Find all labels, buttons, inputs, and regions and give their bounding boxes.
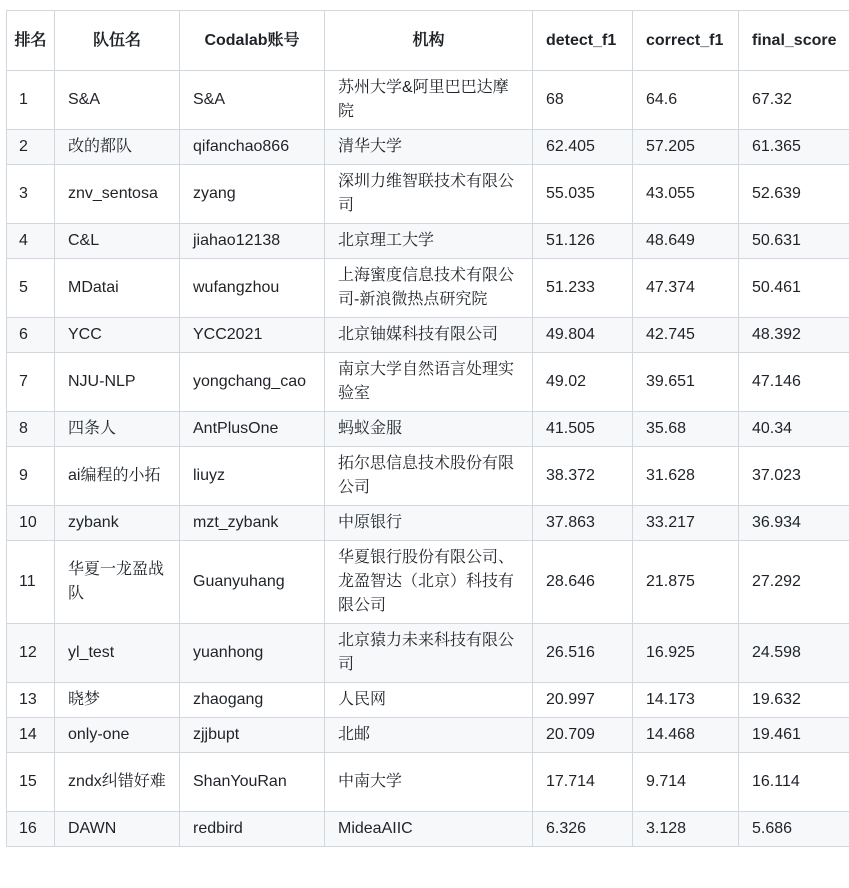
cell-team: only-one — [55, 718, 180, 753]
cell-team: ai编程的小拓 — [55, 447, 180, 506]
cell-final-score: 48.392 — [739, 318, 849, 353]
table-header — [7, 11, 849, 71]
cell-detect-f1: 41.505 — [533, 412, 633, 447]
cell-team: DAWN — [55, 812, 180, 847]
cell-account: yuanhong — [180, 624, 325, 683]
cell-correct-f1: 35.68 — [633, 412, 739, 447]
cell-detect-f1: 55.035 — [533, 165, 633, 224]
cell-org: 上海蜜度信息技术有限公司-新浪微热点研究院 — [325, 259, 533, 318]
cell-account: qifanchao866 — [180, 130, 325, 165]
cell-org: 清华大学 — [325, 130, 533, 165]
cell-account: liuyz — [180, 447, 325, 506]
cell-org: 北京铀媒科技有限公司 — [325, 318, 533, 353]
cell-correct-f1: 48.649 — [633, 224, 739, 259]
cell-detect-f1: 51.126 — [533, 224, 633, 259]
table-row — [7, 259, 849, 318]
cell-org: 北京理工大学 — [325, 224, 533, 259]
cell-rank: 3 — [7, 165, 55, 224]
cell-rank: 7 — [7, 353, 55, 412]
cell-team: NJU-NLP — [55, 353, 180, 412]
cell-team: zndx纠错好难 — [55, 753, 180, 812]
cell-detect-f1: 51.233 — [533, 259, 633, 318]
cell-account: zyang — [180, 165, 325, 224]
cell-org: 中南大学 — [325, 753, 533, 812]
cell-rank: 11 — [7, 541, 55, 624]
cell-team: YCC — [55, 318, 180, 353]
cell-correct-f1: 47.374 — [633, 259, 739, 318]
cell-rank: 12 — [7, 624, 55, 683]
cell-detect-f1: 49.02 — [533, 353, 633, 412]
table-row — [7, 506, 849, 541]
table-row — [7, 71, 849, 130]
cell-final-score: 50.631 — [739, 224, 849, 259]
cell-detect-f1: 17.714 — [533, 753, 633, 812]
cell-correct-f1: 14.173 — [633, 683, 739, 718]
cell-rank: 16 — [7, 812, 55, 847]
header-row — [7, 11, 849, 71]
header-final-score: final_score — [739, 11, 849, 71]
leaderboard-container — [6, 10, 849, 847]
cell-correct-f1: 43.055 — [633, 165, 739, 224]
cell-team: MDatai — [55, 259, 180, 318]
cell-org: 华夏银行股份有限公司、龙盈智达（北京）科技有限公司 — [325, 541, 533, 624]
cell-rank: 4 — [7, 224, 55, 259]
leaderboard-table — [6, 10, 849, 847]
cell-org: 北邮 — [325, 718, 533, 753]
cell-account: Guanyuhang — [180, 541, 325, 624]
cell-correct-f1: 3.128 — [633, 812, 739, 847]
cell-account: AntPlusOne — [180, 412, 325, 447]
cell-detect-f1: 6.326 — [533, 812, 633, 847]
cell-org: MideaAIIC — [325, 812, 533, 847]
table-row — [7, 447, 849, 506]
cell-rank: 5 — [7, 259, 55, 318]
cell-correct-f1: 33.217 — [633, 506, 739, 541]
cell-rank: 10 — [7, 506, 55, 541]
cell-account: ShanYouRan — [180, 753, 325, 812]
table-row — [7, 353, 849, 412]
cell-rank: 13 — [7, 683, 55, 718]
cell-org: 北京猿力未来科技有限公司 — [325, 624, 533, 683]
table-row — [7, 624, 849, 683]
cell-detect-f1: 26.516 — [533, 624, 633, 683]
cell-final-score: 61.365 — [739, 130, 849, 165]
header-detect-f1: detect_f1 — [533, 11, 633, 71]
cell-org: 人民网 — [325, 683, 533, 718]
table-row — [7, 683, 849, 718]
cell-org: 拓尔思信息技术股份有限公司 — [325, 447, 533, 506]
cell-rank: 2 — [7, 130, 55, 165]
table-row — [7, 541, 849, 624]
cell-rank: 14 — [7, 718, 55, 753]
cell-detect-f1: 68 — [533, 71, 633, 130]
cell-rank: 15 — [7, 753, 55, 812]
table-row — [7, 753, 849, 812]
header-org: 机构 — [325, 11, 533, 71]
cell-team: 四条人 — [55, 412, 180, 447]
cell-detect-f1: 20.997 — [533, 683, 633, 718]
cell-final-score: 24.598 — [739, 624, 849, 683]
cell-account: S&A — [180, 71, 325, 130]
cell-correct-f1: 16.925 — [633, 624, 739, 683]
cell-final-score: 16.114 — [739, 753, 849, 812]
cell-account: zjjbupt — [180, 718, 325, 753]
cell-rank: 9 — [7, 447, 55, 506]
cell-account: zhaogang — [180, 683, 325, 718]
cell-final-score: 40.34 — [739, 412, 849, 447]
table-row — [7, 224, 849, 259]
header-correct-f1: correct_f1 — [633, 11, 739, 71]
cell-final-score: 50.461 — [739, 259, 849, 318]
cell-correct-f1: 42.745 — [633, 318, 739, 353]
table-row — [7, 412, 849, 447]
cell-correct-f1: 57.205 — [633, 130, 739, 165]
cell-team: 晓梦 — [55, 683, 180, 718]
cell-final-score: 19.632 — [739, 683, 849, 718]
cell-team: C&L — [55, 224, 180, 259]
table-row — [7, 718, 849, 753]
cell-team: 华夏一龙盈战队 — [55, 541, 180, 624]
cell-detect-f1: 38.372 — [533, 447, 633, 506]
header-rank: 排名 — [7, 11, 55, 71]
cell-correct-f1: 64.6 — [633, 71, 739, 130]
cell-final-score: 5.686 — [739, 812, 849, 847]
cell-final-score: 52.639 — [739, 165, 849, 224]
cell-account: mzt_zybank — [180, 506, 325, 541]
table-row — [7, 165, 849, 224]
cell-final-score: 47.146 — [739, 353, 849, 412]
cell-correct-f1: 9.714 — [633, 753, 739, 812]
cell-final-score: 37.023 — [739, 447, 849, 506]
table-row — [7, 318, 849, 353]
table-row — [7, 812, 849, 847]
cell-correct-f1: 21.875 — [633, 541, 739, 624]
cell-org: 中原银行 — [325, 506, 533, 541]
cell-final-score: 27.292 — [739, 541, 849, 624]
cell-account: YCC2021 — [180, 318, 325, 353]
cell-org: 南京大学自然语言处理实验室 — [325, 353, 533, 412]
cell-team: znv_sentosa — [55, 165, 180, 224]
cell-rank: 6 — [7, 318, 55, 353]
cell-account: yongchang_cao — [180, 353, 325, 412]
cell-team: yl_test — [55, 624, 180, 683]
cell-account: redbird — [180, 812, 325, 847]
cell-final-score: 19.461 — [739, 718, 849, 753]
cell-account: wufangzhou — [180, 259, 325, 318]
cell-account: jiahao12138 — [180, 224, 325, 259]
cell-detect-f1: 62.405 — [533, 130, 633, 165]
cell-team: 改的都队 — [55, 130, 180, 165]
cell-correct-f1: 39.651 — [633, 353, 739, 412]
cell-team: zybank — [55, 506, 180, 541]
cell-rank: 1 — [7, 71, 55, 130]
cell-detect-f1: 49.804 — [533, 318, 633, 353]
cell-org: 蚂蚁金服 — [325, 412, 533, 447]
header-account: Codalab账号 — [180, 11, 325, 71]
table-body — [7, 71, 849, 847]
cell-final-score: 67.32 — [739, 71, 849, 130]
cell-org: 苏州大学&阿里巴巴达摩院 — [325, 71, 533, 130]
cell-correct-f1: 31.628 — [633, 447, 739, 506]
cell-detect-f1: 20.709 — [533, 718, 633, 753]
cell-team: S&A — [55, 71, 180, 130]
cell-final-score: 36.934 — [739, 506, 849, 541]
cell-detect-f1: 28.646 — [533, 541, 633, 624]
table-row — [7, 130, 849, 165]
header-team: 队伍名 — [55, 11, 180, 71]
cell-org: 深圳力维智联技术有限公司 — [325, 165, 533, 224]
cell-detect-f1: 37.863 — [533, 506, 633, 541]
cell-correct-f1: 14.468 — [633, 718, 739, 753]
cell-rank: 8 — [7, 412, 55, 447]
